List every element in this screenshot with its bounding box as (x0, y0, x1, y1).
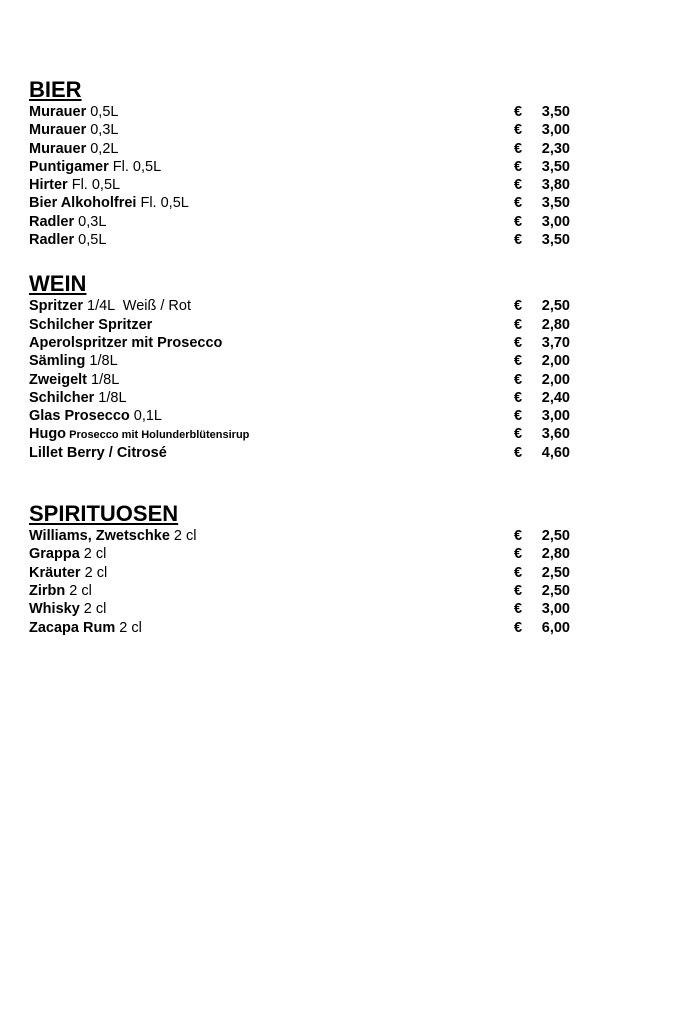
item-price: 3,70 (541, 334, 570, 351)
euro-sign: € (514, 426, 523, 443)
item-price: 4,60 (541, 444, 570, 461)
euro-sign: € (514, 195, 523, 212)
item-name: Glas Prosecco (29, 408, 130, 425)
item-price: 3,60 (541, 426, 570, 443)
menu-item-row (29, 158, 574, 176)
item-list-wein (29, 297, 574, 462)
item-name: Zweigelt (29, 371, 88, 388)
menu-item-row (29, 194, 574, 212)
item-name: Whisky (29, 601, 80, 618)
section-title-spirituosen: SPIRITUOSEN (29, 501, 179, 527)
item-name: Grappa (29, 546, 80, 563)
item-list-bier (29, 103, 574, 249)
menu-item-row (29, 582, 574, 600)
menu-item-row (29, 545, 574, 563)
euro-sign: € (514, 444, 523, 461)
item-price: 3,00 (541, 601, 570, 618)
menu-item-row (29, 352, 574, 370)
item-detail: 1/8L (85, 353, 118, 370)
item-price: 3,50 (541, 195, 570, 212)
item-price: 2,00 (541, 353, 570, 370)
item-detail: 1/8L (87, 371, 120, 388)
item-detail: 1/8L (94, 389, 127, 406)
menu-item-row (29, 371, 574, 389)
menu-item-row (29, 619, 574, 637)
euro-sign: € (514, 528, 523, 545)
menu-item-row (29, 334, 574, 352)
drinks-menu (29, 78, 574, 637)
menu-item-row (29, 140, 574, 158)
section-bier (29, 78, 574, 249)
item-name: Zirbn (29, 582, 66, 599)
item-price: 2,50 (541, 528, 570, 545)
menu-item-row (29, 444, 574, 462)
menu-item-row (29, 389, 574, 407)
item-detail: 2 cl (65, 582, 92, 599)
euro-sign: € (514, 298, 523, 315)
euro-sign: € (514, 582, 523, 599)
menu-item-row (29, 176, 574, 194)
item-price: 3,50 (541, 232, 570, 249)
item-price: 6,00 (541, 619, 570, 636)
menu-item-row (29, 231, 574, 249)
euro-sign: € (514, 389, 523, 406)
item-price: 2,80 (541, 546, 570, 563)
item-name: Sämling (29, 353, 86, 370)
menu-item-row (29, 297, 574, 315)
euro-sign: € (514, 213, 523, 230)
menu-item-row (29, 121, 574, 139)
menu-item-row (29, 600, 574, 618)
euro-sign: € (514, 316, 523, 333)
euro-sign: € (514, 371, 523, 388)
section-title-bier: BIER (29, 77, 82, 102)
item-price: 3,50 (541, 104, 570, 120)
item-name: Radler (29, 232, 75, 249)
item-price: 2,40 (541, 389, 570, 406)
item-name: Murauer (29, 122, 87, 139)
menu-item-row (29, 316, 574, 334)
item-price: 3,50 (541, 158, 570, 175)
euro-sign: € (514, 122, 523, 139)
euro-sign: € (514, 546, 523, 563)
item-detail: Fl. 0,5L (67, 177, 121, 194)
item-list-spirituosen (29, 527, 574, 637)
euro-sign: € (514, 564, 523, 581)
item-detail: 0,3L (74, 213, 107, 230)
euro-sign: € (514, 408, 523, 425)
item-price: 3,80 (541, 177, 570, 194)
item-price: 2,50 (541, 564, 570, 581)
item-detail: Fl. 0,5L (136, 195, 189, 212)
item-detail: 0,1L (129, 408, 162, 425)
item-price: 2,50 (541, 298, 570, 315)
euro-sign: € (514, 104, 523, 120)
item-name: Bier Alkoholfrei (29, 195, 137, 212)
menu-item-row (29, 527, 574, 545)
item-name: Radler (29, 213, 75, 230)
item-detail: 0,2L (86, 140, 119, 157)
euro-sign: € (514, 140, 523, 157)
item-name: Schilcher Spritzer (29, 316, 153, 333)
item-name: Zacapa Rum (29, 619, 116, 636)
item-price: 2,30 (541, 140, 570, 157)
item-detail: 2 cl (80, 564, 108, 581)
item-name: Kräuter (29, 564, 81, 581)
euro-sign: € (514, 334, 523, 351)
menu-item-row (29, 407, 574, 425)
item-name: Murauer (29, 140, 87, 157)
item-price: 3,00 (541, 213, 570, 230)
euro-sign: € (514, 619, 523, 636)
menu-item-row (29, 103, 574, 121)
euro-sign: € (514, 177, 523, 194)
item-price: 3,00 (541, 408, 570, 425)
item-detail: 2 cl (169, 528, 197, 545)
euro-sign: € (514, 353, 523, 370)
item-detail: Fl. 0,5L (108, 158, 162, 175)
menu-item-row (29, 213, 574, 231)
item-name: Hugo (29, 426, 67, 443)
item-price: 2,00 (541, 371, 570, 388)
euro-sign: € (514, 158, 523, 175)
item-detail: 2 cl (79, 546, 107, 563)
euro-sign: € (514, 601, 523, 618)
item-detail: 2 cl (115, 619, 142, 636)
menu-item-row (29, 425, 574, 443)
item-detail: 0,3L (86, 122, 119, 139)
item-price: 2,50 (541, 582, 570, 599)
item-detail-small: Prosecco mit Holunderblütensirup (66, 429, 250, 442)
item-name: Aperolspritzer mit Prosecco (29, 334, 223, 351)
item-price: 2,80 (541, 316, 570, 333)
item-detail: 1/4L Weiß / Rot (83, 298, 191, 315)
item-name: Hirter (29, 177, 68, 194)
item-name: Spritzer (29, 298, 83, 315)
item-price: 3,00 (541, 122, 570, 139)
item-name: Schilcher (29, 389, 95, 406)
euro-sign: € (514, 232, 523, 249)
item-detail: 2 cl (79, 601, 107, 618)
section-wein (29, 272, 574, 462)
item-name: Lillet Berry / Citrosé (29, 444, 167, 461)
section-spirituosen (29, 502, 574, 637)
item-name: Williams, Zwetschke (29, 528, 170, 545)
item-name: Murauer (29, 104, 87, 120)
menu-item-row (29, 564, 574, 582)
item-detail: 0,5L (86, 104, 119, 120)
section-title-wein: WEIN (29, 271, 87, 297)
item-detail: 0,5L (74, 232, 107, 249)
item-name: Puntigamer (29, 158, 109, 175)
